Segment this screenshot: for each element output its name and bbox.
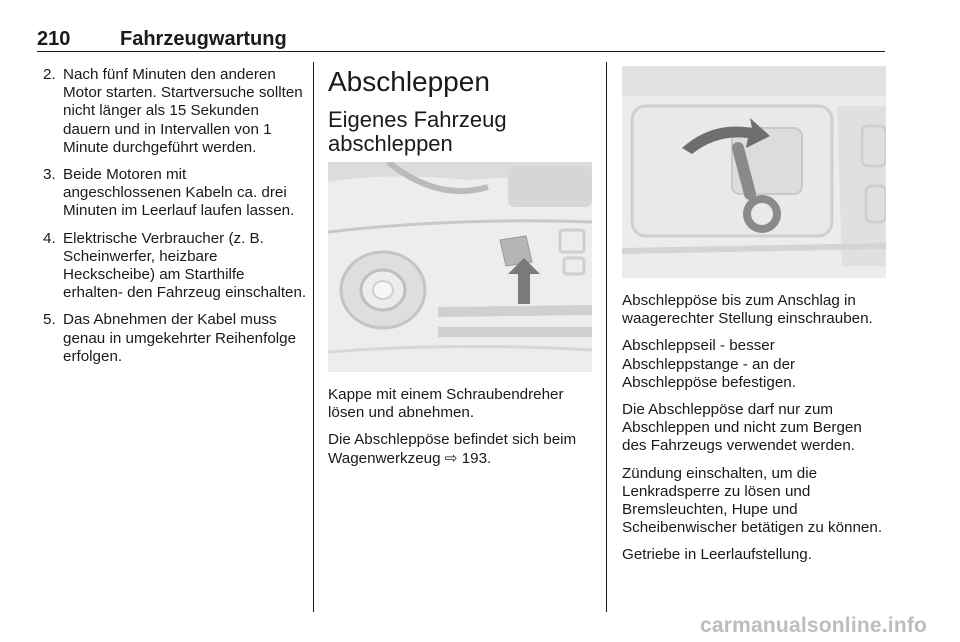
tow-eye-illustration [622,66,886,278]
step-number: 4. [43,229,56,247]
subsection-title: Eigenes Fahrzeug abschleppen [328,107,507,156]
step-number: 5. [43,311,56,329]
step-text: Beide Motoren mit angeschlossenen Kabeln ca. drei Minuten im Leerlauf laufen lassen. [63,166,295,220]
step-text: Nach fünf Minuten den anderen Motor starten. Startversuche sollten nicht länger als 15 Sekunden dauern und in Intervallen von 1 Minute durchgeführt werden. [63,66,303,156]
column-divider-2 [606,62,607,612]
step-item [37,166,307,221]
step-text: Elektrische Verbraucher (z. B. Scheinwerfer, heizbare Heckscheibe) am Starthilfe erhalten- den Fahrzeug einschalten. [63,229,307,302]
left-column [37,66,307,375]
step-item [37,230,307,303]
chapter-title: Fahrzeugwartung [120,28,287,50]
paragraph: Abschleppöse bis zum Anschlag in waagerechter Stellung einschrauben. [622,292,873,328]
paragraph: Kappe mit einem Schraubendreher lösen und abnehmen. [328,386,564,422]
column-divider-1 [313,62,314,612]
watermark: carmanualsonline.info [700,614,928,637]
step-number: 3. [43,166,56,184]
right-column [622,66,887,574]
step-text: Das Abnehmen der Kabel muss genau in umgekehrter Reihenfolge erfolgen. [63,311,297,365]
step-item [37,66,307,157]
step-number: 2. [43,66,56,83]
middle-column [328,66,592,477]
header-rule [37,51,885,52]
page-header [37,28,885,52]
paragraph: Zündung einschalten, um die Lenkradsperre zu lösen und Bremsleuchten, Hupe und Scheibenwischer betätigen zu können. [622,464,883,537]
paragraph: Abschleppseil - besser Abschleppstange - an der Abschleppöse befestigen. [622,337,796,391]
bumper-cap-illustration [328,162,592,372]
section-title: Abschleppen [328,66,490,97]
paragraph: Getriebe in Leerlaufstellung. [622,546,812,564]
step-item [37,311,307,366]
step-list [37,66,307,366]
page-number: 210 [37,28,71,50]
paragraph: Die Abschleppöse darf nur zum Abschleppen und nicht zum Bergen des Fahrzeugs verwendet werden. [622,401,862,455]
paragraph: Die Abschleppöse befindet sich beim Wagenwerkzeug ⇨ 193. [328,431,577,467]
